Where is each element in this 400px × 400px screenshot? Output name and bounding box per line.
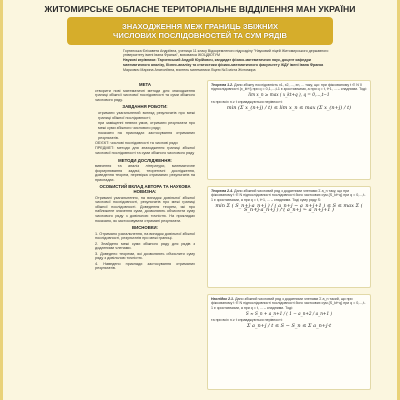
theorem-box-2 xyxy=(207,186,371,288)
formula: min (Σ x_(n+j) / t) ≤ lim x_n ≤ max (Σ x_(n+j) / t) xyxy=(226,104,352,111)
title-banner xyxy=(67,17,333,45)
tasks-heading: ЗАВДАННЯ РОБОТИ: xyxy=(122,104,168,110)
organization-header: ЖИТОМИРСЬКЕ ОБЛАСНЕ ТЕРИТОРІАЛЬНЕ ВІДДІЛЕННЯ МАН УКРАЇНИ xyxy=(44,4,356,14)
theorem-label: Теорема 2.4. xyxy=(211,189,234,193)
methods-heading: МЕТОДИ ДОСЛІДЖЕННЯ: xyxy=(118,157,172,163)
goal-heading: МЕТА xyxy=(139,82,151,87)
corollary-text: Дано збіжний числовий ряд з додатними членами Σ a_n такий, що при фіксованому t ∈ N підпослідовності послідовності його часткових сум {S_kt+q} при q = 0,...,t-1 є зростаючими, а при q = t, ... – спадними. Тоді: xyxy=(211,297,366,310)
authors-block xyxy=(123,49,333,73)
methods-text: вивчення та аналіз літератури, математичне формулювання задачі, теоретичні дослідження, доведення теорем, перевірка отриманих результатів на прикладах. xyxy=(95,164,195,182)
conclusion-item: 1. Отримано узагальнення, на випадок довільної збіжної послідовності, результатів про межі границі. xyxy=(95,231,195,241)
task-item: показати на прикладах застосування отриманих результатів. xyxy=(98,130,195,140)
title-line-2: ЧИСЛОВИХ ПОСЛІДОВНОСТЕЙ ТА СУМ РЯДІВ xyxy=(113,31,287,40)
subject-text: ПРЕДМЕТ: методи для знаходження границі збіжної числової послідовності та суми збіжного числового ряду xyxy=(95,146,195,155)
conclusion-item: 3. Доведено теореми, які дозволяють обчислити суму ряду з довільною точністю. xyxy=(95,251,195,261)
supervisors-line: Наукові керівники: Тарченський Андрій Юрійович, кандидат фізико-математичних наук, доцент кафедри математичного аналізу, бізнес-аналізу та статистики фізико-математичного факультету ЖДУ імені Івана Франка xyxy=(123,58,324,67)
right-column xyxy=(207,80,371,390)
corollary-label: Наслідок 2.1. xyxy=(211,297,235,301)
formula: min Σ ( S_n+j·a_n+j ) / ( a_n+j − a_n+j+1 ) ≤ S ≤ max Σ ( S_n+j·a_n+j ) / ( a_n+j − a_n+j+1 ) xyxy=(215,202,363,214)
conclusion-item: 2. Знайдено межі суми збіжного ряду для рядів з додатними членами. xyxy=(95,241,195,251)
novelty-text: Отримані узагальнення, на випадок довільної збіжної числової послідовності, результатів про межі границі збіжної послідовності. Доведення теорем, які про наближене значення суми, дозволяють обчислити суму числового ряду з довільною точністю. На прикладах показано, як застосовувати отримані результати. xyxy=(95,195,195,223)
task-item: отримати узагальнений вигляд результатів про межі границі збіжної послідовності; xyxy=(98,110,195,120)
author-line: Гортинська Єлізавета Андріївна, учениця 11 класу Відокремленого підрозділу "Науковий ліцей Житомирського державного університету імені Івана Франка", вихованка ЖОЦДЮТУМ xyxy=(123,49,329,58)
theorem-text: Дано збіжну послідовність x1, x2, ..., xn, ... таку, що: при фіксованому t ∈ N її підпослідовності {x_kt+i} при q = 0,1,...,t-1 є зростаючими, а при q = t, t+1, ... – спадними. Тоді: xyxy=(211,83,367,92)
conclusions-heading: ВИСНОВКИ: xyxy=(132,225,158,231)
theorem-box-1 xyxy=(207,80,371,180)
corollary-box xyxy=(207,294,371,390)
theorem-text: Дано збіжний числовий ряд з додатними членами Σ a_n таку, що при фіксованому t ∈ N підпослідовності послідовності його часткових сум {S_kt+q} при q = 0,...,t-1 є зростаючими, а при q = t, t+1, ... – спадними. Тоді суму ряду S: xyxy=(211,189,366,202)
formula: lim x_n ≥ max ( x_kt+q ), q = 0,…,t−1 xyxy=(248,92,330,98)
conclusion-item: 4. Наведено приклади застосування отриманих результатів. xyxy=(95,261,195,271)
left-column xyxy=(95,80,195,390)
teacher-line: Маркович Марина Анатоліївна, вчитель математики Ліцею №3 міста Житомира xyxy=(123,67,256,72)
formula: S ≈ S_n + a_n+1 / ( 1 − a_n+2 / a_n+1 ) xyxy=(245,310,333,316)
theorem-text: та при всіх n ≥ t справджуються нерівності: xyxy=(211,99,283,104)
poster-title xyxy=(113,22,287,40)
theorem-label: Теорема 1.2. xyxy=(211,83,234,87)
goal-text: створити нові математичні методи для знаходження границі збіжної числової послідовності та суми збіжного числового ряду. xyxy=(95,88,195,102)
corollary-text: та при всіх n ≥ t справджуються нерівності: xyxy=(211,318,283,323)
object-text: ОБ'ЄКТ: числові послідовності та числові ряди xyxy=(95,140,178,145)
title-line-1: ЗНАХОДЖЕННЯ МЕЖ ГРАНИЦЬ ЗБІЖНИХ xyxy=(121,22,279,31)
formula: Σ a_n+j / t ≤ S − S_n ≤ Σ a_n+j·t xyxy=(246,323,332,330)
novelty-heading: ОСОБИСТИЙ ВКЛАД АВТОРА ТА НАУКОВА НОВИЗНА: xyxy=(99,184,191,195)
task-item: при заміщенні певних умов, отримати результати про межі суми збіжного числового ряду; xyxy=(98,120,195,130)
